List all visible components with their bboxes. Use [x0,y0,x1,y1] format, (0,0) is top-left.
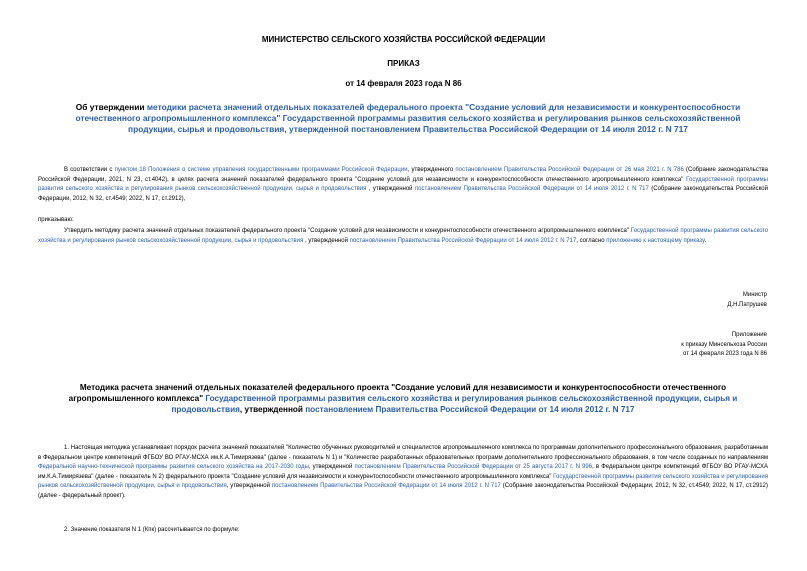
appendix-block [681,331,767,360]
order-title-link[interactable]: методики расчета значений отдельных показателей федерального проекта "Создание условий для независимости и конкурентоспособности отечественного агропромышленного комплекса" Государственной программы развития сельского хозяйства и регулирования рынков сельскохозяйственной продукции, сырья и продовольствия, утвержденной постановлением Правительства Российской Федерации от 14 июля 2012 г. N 717 [75,102,741,134]
item-1-text: , утвержденной [308,464,355,471]
item-1-link-state-program[interactable]: Государственной программы развития сельского хозяйства и регулирования рынков сельскохозяйственной продукции, сырья и продовольствия [38,473,768,490]
item-1-text: , утвержденной [226,483,272,490]
signature-block [727,291,767,310]
approve-text: Утвердить методику расчета значений отдельных показателей федерального проекта "Создание условий для независимости и конкурентоспособности отечественного агропромышленного комплекса" [64,228,631,234]
approve-link-state-program[interactable]: Государственной программы развития сельского хозяйства и регулирования рынков сельскохозяйственной продукции, сырья и продовольствия [38,228,769,244]
approve-text: . [704,237,707,244]
approve-text: , утвержденной [303,237,350,244]
preamble-text: В соответствии с [64,167,115,173]
item-1-link-resolution-996[interactable]: постановлением Правительства Российской Федерации от 25 августа 2017 г. N 996 [354,464,593,471]
item-1-link-resolution-717[interactable]: постановлением Правительства Российской Федерации от 14 июля 2012 г. N 717 [271,483,501,490]
item-1-text: (Собрание законодательства Российской Федерации, 2012, N 32, ст.4549; 2022, N 17, ст.2912) (далее - федеральный проект). [38,483,768,499]
preamble-text: (Собрание законодательства Российской Федерации, 2021, N 23, ст.4042), в целях расчета значений показателей федерального проекта "Создание условий для независимости и конкурентоспособности отечественного агропромышленного комплекса" [38,167,768,183]
item-1-text: 1. Настоящая методика устанавливает порядок расчета значений показателей "Количество обученных руководителей и специалистов агропромышленного комплекса по программам дополнительного профессионального образования, разработанным в Федеральном центре компетенций ФГБОУ ВО РГАУ-МСХА им.К.А.Тимирязева" (далее - показатель N 1) и "Количество разработанных образовательных программ дополнительного профессионального образования, в том числе созданных по направлениям [38,445,768,461]
appendix-date: от 14 февраля 2023 года N 86 [683,351,767,358]
method-title-link-resolution-717[interactable]: постановлением Правительства Российской Федерации от 14 июля 2012 г. N 717 [305,405,635,414]
preamble-text: (Собрание законодательства Российской Федерации, 2012, N 32, ст.4549; 2022, N 17, ст.2912), [38,186,768,202]
method-title-text: , утвержденной [239,405,306,414]
method-title-link-state-program[interactable]: Государственной программы развития сельского хозяйства и регулирования рынков сельскохозяйственной продукции, сырья и продовольствия [171,394,738,414]
item-2-paragraph: 2. Значение показателя N 1 (Кпк) рассчитывается по формуле: [64,527,240,533]
preamble-link-resolution-717[interactable]: постановлением Правительства Российской Федерации от 14 июля 2012 г. N 717 [414,186,649,193]
ministry-heading: МИНИСТЕРСТВО СЕЛЬСКОГО ХОЗЯЙСТВА РОССИЙСКОЙ ФЕДЕРАЦИИ [261,35,546,44]
signature-name: Д.Н.Патрушев [727,301,767,308]
item-1-link-science-program[interactable]: Федеральной научно-технической программы развития сельского хозяйства на 2017-2030 годы [38,464,309,471]
preamble-link-resolution-786[interactable]: постановлением Правительства Российской Федерации от 26 мая 2021 г. N 786 [455,167,684,173]
approve-paragraph [38,227,768,246]
order-title-prefix: Об утверждении [75,102,147,112]
appendix-order-ref: к приказу Минсельхоза России [681,341,767,348]
method-title [38,382,768,415]
approve-link-resolution-717[interactable]: постановлением Правительства Российской Федерации от 14 июля 2012 г. N 717 [349,237,577,244]
approve-link-appendix[interactable]: приложению к настоящему приказу [606,237,705,244]
appendix-label: Приложение [731,332,767,338]
document-type: ПРИКАЗ [387,59,420,68]
preamble-text: , утвержденного [407,167,456,173]
method-title-text: Методика расчета значений отдельных показателей федерального проекта "Создание условий для независимости и конкурентоспособности отечественного агропромышленного комплекса" [68,383,727,403]
order-word: приказываю: [38,217,74,223]
preamble-text: , утвержденной [366,186,415,193]
preamble-paragraph [38,166,768,204]
document-date-number: от 14 февраля 2023 года N 86 [345,79,462,88]
item-1-text: , в Федеральном центре компетенций ФГБОУ ВО РГАУ-МСХА им.К.А.Тимирязева" (далее - показатель N 2) федерального проекта "Создание условий для независимости и конкурентоспособности отечественного агропромышленного комплекса" [38,464,768,480]
preamble-link-state-program[interactable]: Государственной программы развития сельского хозяйства и регулирования рынков сельскохозяйственной продукции, сырья и продовольствия [38,176,768,193]
order-title [58,102,758,135]
preamble-link-regulation[interactable]: пунктом 18 Положения о системе управления государственными программами Российской Федерации [114,167,408,173]
approve-text: , согласно [576,237,607,244]
item-1-paragraph [38,444,768,502]
signature-role: Министр [742,292,767,298]
